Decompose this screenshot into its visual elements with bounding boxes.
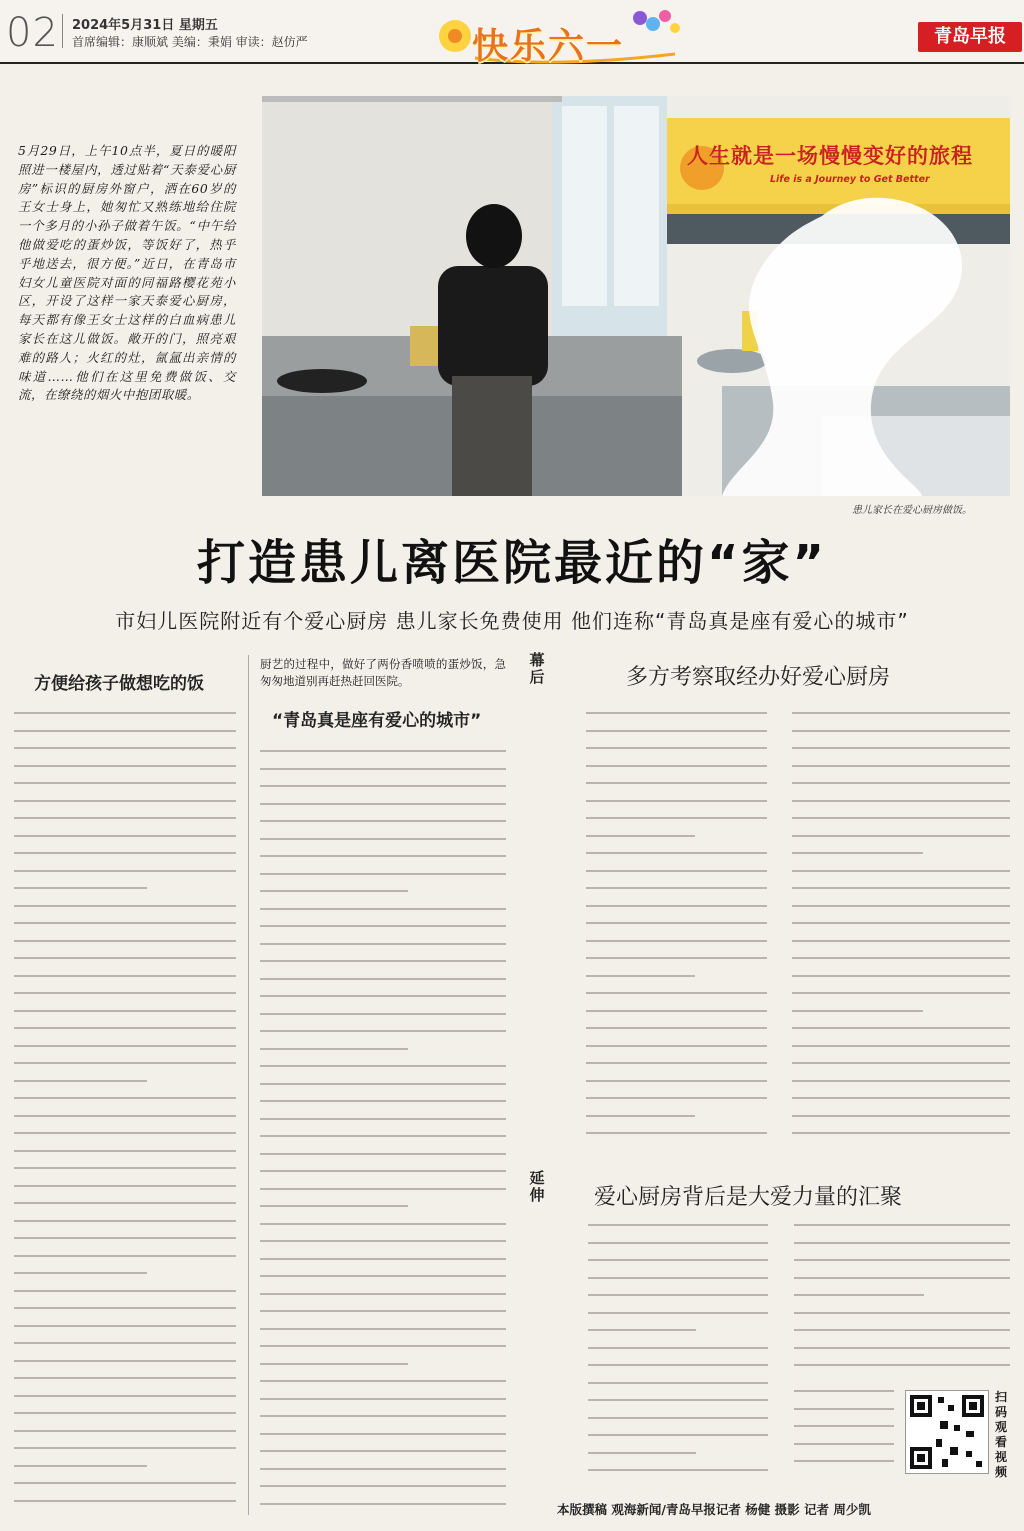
qr-code-label: 扫码观看视频 [995,1390,1008,1479]
column-divider [248,655,249,1515]
newspaper-logo: 青岛早报 [918,22,1022,52]
photo-caption: 患儿家长在爱心厨房做饭。 [852,505,972,516]
section-title-4: 爱心厨房背后是大爱力量的汇聚 [594,1185,903,1210]
editor-credits: 首席编辑：康顺斌 美编：秉娟 审读：赵仿严 [72,35,308,49]
section-4-col-b [794,1224,1010,1384]
qr-code[interactable] [905,1390,989,1474]
festival-title: 快乐六一 [472,26,625,67]
byline-credit: 本版撰稿 观海新闻/青岛早报记者 杨健 摄影 记者 周少凯 [557,1502,871,1517]
section-4-col-b-tail [794,1390,894,1480]
section-3-col-a [586,712,767,1142]
column-2-body [260,750,506,1510]
page-header [0,0,1024,67]
section-title-1: 方便给孩子做想吃的饭 [34,674,204,694]
label-extension: 延伸 [529,1169,545,1204]
issue-date: 2024年5月31日 星期五 [72,18,218,33]
section-title-2: “青岛真是座有爱心的城市” [272,711,482,731]
section-title-3: 多方考察取经办好爱心厨房 [626,665,891,690]
headline: 打造患儿离医院最近的“家” [196,535,828,591]
section-3-col-b [792,712,1010,1142]
section-4-col-a [588,1224,768,1484]
column-2-continuation: 厨艺的过程中，做好了两份香喷喷的蛋炒饭，急匆匆地道别再赶热赶回医院。 [260,657,506,688]
column-1-body [14,712,236,1512]
label-behind-scenes: 幕后 [529,651,545,686]
subheadline: 市妇儿医院附近有个爱心厨房 患儿家长免费使用 他们连称“青岛真是座有爱心的城市” [115,609,909,633]
header-divider [62,14,63,48]
photo-banner-text: 人生就是一场慢慢变好的旅程 [687,144,973,168]
photo-banner-subtext: Life is a Journey to Get Better [770,174,930,185]
kitchen-photo [262,96,1010,496]
qr-code-icon [906,1391,988,1473]
lead-paragraph: 5月29日，上午10点半，夏日的暖阳照进一楼屋内，透过贴着“天泰爱心厨房”标识的厨房外窗户，洒在60岁的王女士身上，她匆忙又熟练地给住院一个多月的小孙子做着午饭。“中午给他做爱吃的蛋炒饭，等饭好了，热乎乎地送去，很方便。”近日，在青岛市妇女儿童医院对面的同福路樱花苑小区，开设了这样一家天泰爱心厨房，每天都有像王女士这样的白血病患儿家长在这儿做饭。敞开的门，照亮艰难的路人；火红的灶，氤氲出亲情的味道……他们在这里免费做饭、交流，在缭绕的烟火中抱团取暖。 [18,143,236,403]
page-number: 02 [6,10,59,56]
